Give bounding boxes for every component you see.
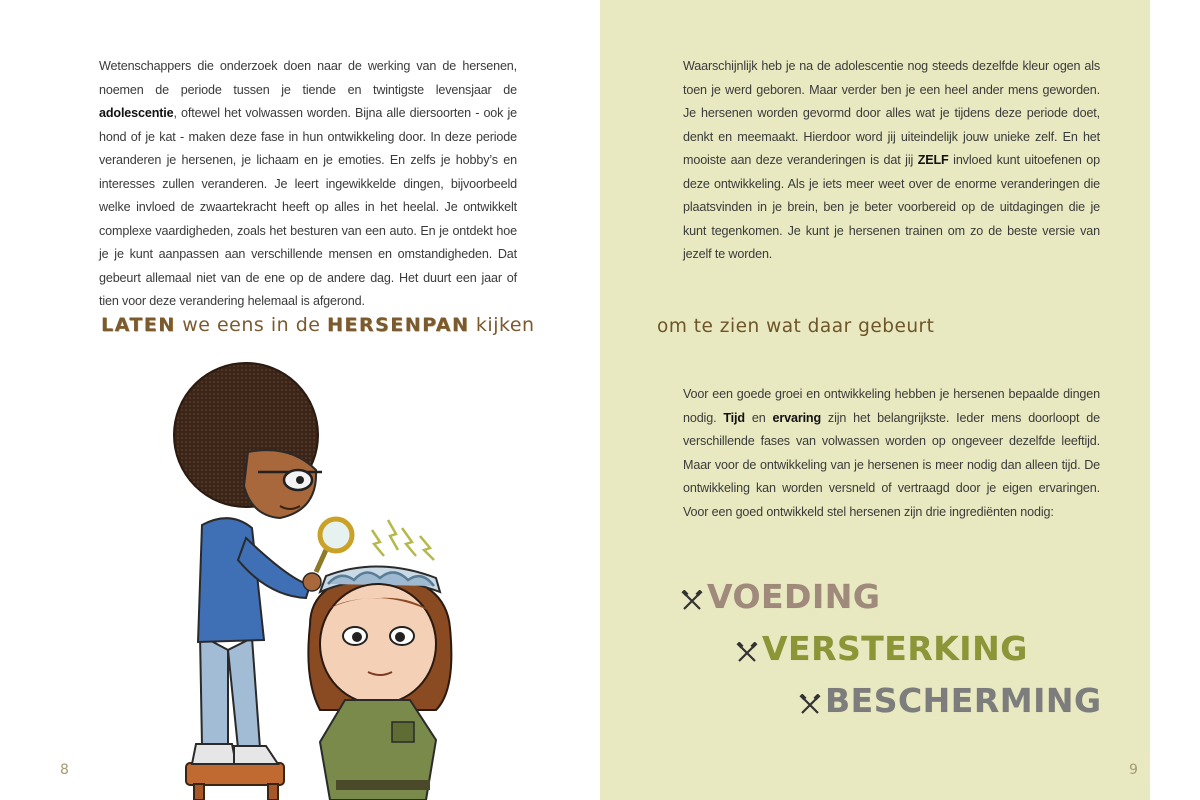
crossed-tools-icon [736,642,758,664]
scientist-legs [192,635,278,764]
crossed-tools-icon [681,590,703,612]
left-paragraph-text: Wetenschappers die onderzoek doen naar de werking van de hersenen, noemen de periode tussen je tiende en twintigste levensjaar de [99,59,517,97]
right-paragraph-text-cont: invloed kunt uitoefenen op deze ontwikkeling. Als je iets meer weet over de enorme veranderingen die plaatsvinden in je brein, ben je beter voorbereid op de uitdagingen die je kunt tegenkomen. Je kunt je hersenen trainen om zo de beste versie van jezelf te worden. [683,153,1100,261]
right-paragraph-emphasis: Tijd [723,410,745,425]
child-with-open-brain [308,566,451,800]
right-body-paragraph-2 [683,383,1100,524]
scientist-examining-brain-illustration [140,360,500,800]
right-paragraph-emphasis: ervaring [772,410,821,425]
ingredient-item [736,629,1028,668]
right-body-paragraph-1 [683,55,1100,267]
right-paragraph-text-cont: zijn het belangrijkste. Ieder mens doorloopt de verschillende fases van volwassen worden op ongeveer dezelfde leeftijd. Maar voor de ontwikkeling van je hersenen is meer nodig dan alleen tijd. De ontwikkeling kan worden versneld of vertraagd door je eigen ervaringen. Voor een goed ontwikkeld stel hersenen zijn drie ingrediënten nodig: [683,410,1101,519]
heading-text: kijken [469,314,535,336]
right-heading: om te zien wat daar gebeurt [657,316,935,337]
left-body-paragraph [99,55,517,314]
scientist-body [198,518,321,642]
magnifying-glass-icon [316,519,352,572]
page-margin [1150,0,1200,800]
right-paragraph-text: en [744,410,773,425]
page-number-left: 8 [60,762,69,778]
stool [186,763,284,800]
ingredient-item [799,681,1102,720]
left-heading [101,314,535,336]
ingredient-label: BESCHERMING [825,681,1102,720]
right-paragraph-emphasis: ZELF [917,153,949,167]
heading-text: we eens in de [175,314,328,336]
page-number-right: 9 [1129,762,1138,778]
crossed-tools-icon [799,694,821,716]
heading-stamp-word: HERSENPAN [327,314,470,336]
ingredient-item [681,577,880,616]
left-paragraph-text-cont: , oftewel het volwassen worden. Bijna alle diersoorten - ook je hond of je kat - maken deze fase in hun ontwikkeling door. In deze periode veranderen je hersenen, je lichaam en je emoties. En zelfs je hobby’s en interesses zullen veranderen. Je leert ingewikkelde dingen, bijvoorbeeld welke invloed de zwaartekracht heeft op alles in het heelal. Je ontwikkelt complexe vaardigheden, zoals het besturen van een auto. En je ontdekt hoe je je kunt aanpassen aan verschillende mensen en omstandigheden. Dat gebeurt allemaal niet van de ene op de andere dag. Het duurt een jaar of tien voor deze verandering helemaal is afgerond. [99,106,517,308]
left-paragraph-emphasis: adolescentie [99,106,174,120]
lightning-icon [372,520,434,560]
right-paragraph-text: Voor een goede groei en ontwikkeling hebben je hersenen bepaalde dingen nodig. [683,387,1100,425]
right-paragraph-text: Waarschijnlijk heb je na de adolescentie nog steeds dezelfde kleur ogen als toen je werd geboren. Maar verder ben je een heel ander mens geworden. Je hersenen worden gevormd door alles wat je tijdens deze periode doet, denkt en meemaakt. Hierdoor word jij uiteindelijk jouw unieke zelf. En het mooiste aan deze veranderingen is dat jij [683,59,1100,167]
ingredient-label: VERSTERKING [762,629,1028,668]
ingredient-label: VOEDING [707,577,881,616]
heading-stamp-word: LATEN [101,314,176,336]
scientist-head [174,363,322,518]
